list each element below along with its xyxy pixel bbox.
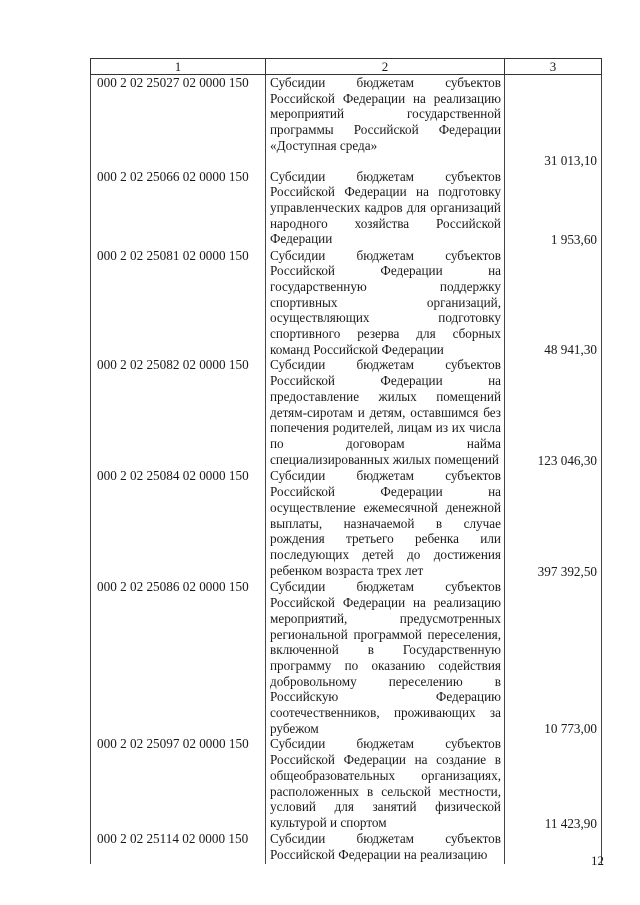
budget-description: Субсидии бюджетам субъектов Российской Федерации на предоставление жилых помещений детям-сиротам и детям, оставшимся без попечения родителей, лицам из их числа по договорам найма специализированных жилых помещений bbox=[266, 357, 505, 468]
table-row bbox=[91, 831, 602, 864]
budget-code: 000 2 02 25081 02 0000 150 bbox=[91, 248, 266, 358]
table-header-row bbox=[91, 59, 602, 75]
table-row bbox=[91, 579, 602, 736]
table-row bbox=[91, 75, 602, 169]
budget-amount: 397 392,50 bbox=[505, 468, 602, 579]
table-row bbox=[91, 169, 602, 248]
budget-description: Субсидии бюджетам субъектов Российской Федерации на государственную поддержку спортивных организаций, осуществляющих подготовку спортивного резерва для сборных команд Российской Федерации bbox=[266, 248, 505, 358]
budget-amount: 1 953,60 bbox=[505, 169, 602, 248]
budget-table-container bbox=[90, 58, 601, 864]
budget-code: 000 2 02 25086 02 0000 150 bbox=[91, 579, 266, 736]
budget-amount: 10 773,00 bbox=[505, 579, 602, 736]
table-row bbox=[91, 736, 602, 831]
budget-amount bbox=[505, 831, 602, 864]
budget-amount: 31 013,10 bbox=[505, 75, 602, 169]
budget-description: Субсидии бюджетам субъектов Российской Федерации на подготовку управленческих кадров для организаций народного хозяйства Российской Федерации bbox=[266, 169, 505, 248]
budget-description: Субсидии бюджетам субъектов Российской Федерации на реализацию мероприятий, предусмотренных региональной программой переселения, включенной в Государственную программу по оказанию содействия добровольному переселению в Российскую Федерацию соотечественников, проживающих за рубежом bbox=[266, 579, 505, 736]
budget-description: Субсидии бюджетам субъектов Российской Федерации на осуществление ежемесячной денежной выплаты, назначаемой в случае рождения третьего ребенка или последующих детей до достижения ребенком возраста трех лет bbox=[266, 468, 505, 579]
budget-amount: 48 941,30 bbox=[505, 248, 602, 358]
budget-table bbox=[90, 58, 602, 864]
budget-code: 000 2 02 25066 02 0000 150 bbox=[91, 169, 266, 248]
budget-description: Субсидии бюджетам субъектов Российской Федерации на реализацию мероприятий государственной программы Российской Федерации «Доступная среда» bbox=[266, 75, 505, 169]
table-row bbox=[91, 248, 602, 358]
page-number: 12 bbox=[591, 853, 604, 868]
header-col-2: 2 bbox=[266, 59, 505, 75]
table-row bbox=[91, 468, 602, 579]
budget-code: 000 2 02 25082 02 0000 150 bbox=[91, 357, 266, 468]
header-col-1: 1 bbox=[91, 59, 266, 75]
table-row bbox=[91, 357, 602, 468]
budget-code: 000 2 02 25027 02 0000 150 bbox=[91, 75, 266, 169]
budget-code: 000 2 02 25097 02 0000 150 bbox=[91, 736, 266, 831]
budget-amount: 123 046,30 bbox=[505, 357, 602, 468]
budget-description: Субсидии бюджетам субъектов Российской Федерации на реализацию bbox=[266, 831, 505, 864]
budget-amount: 11 423,90 bbox=[505, 736, 602, 831]
budget-code: 000 2 02 25084 02 0000 150 bbox=[91, 468, 266, 579]
header-col-3: 3 bbox=[505, 59, 602, 75]
budget-description: Субсидии бюджетам субъектов Российской Федерации на создание в общеобразовательных организациях, расположенных в сельской местности, условий для занятий физической культурой и спортом bbox=[266, 736, 505, 831]
budget-code: 000 2 02 25114 02 0000 150 bbox=[91, 831, 266, 864]
